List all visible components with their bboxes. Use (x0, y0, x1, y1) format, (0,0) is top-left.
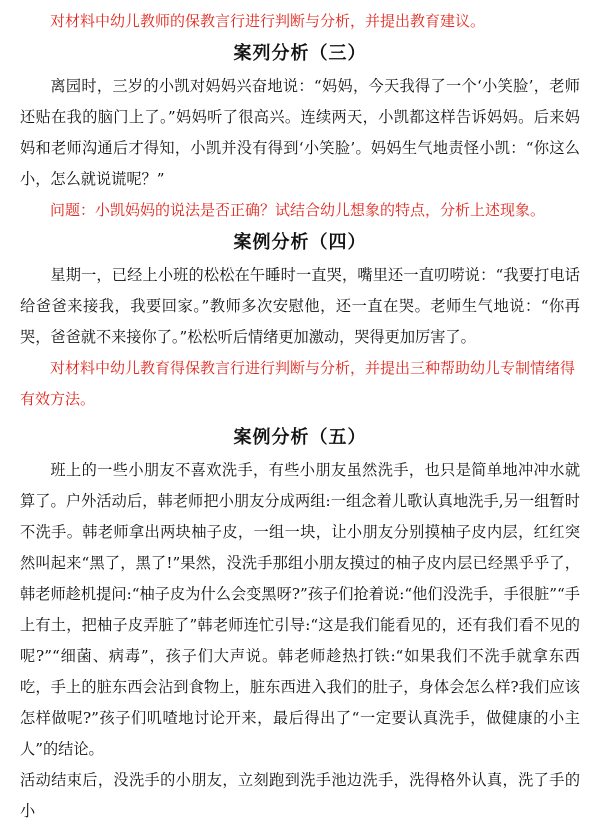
case-3-text: 离园时，三岁的小凯对妈妈兴奋地说：“妈妈，今天我得了一个‘小笑脸’，老师还贴在我的脑门上了。”妈妈听了很高兴。连续两天，小凯都这样告诉妈妈。后来妈妈和老师沟通后才得知，小凯并没有得到‘小笑脸’。妈妈生气地责怪小凯：“你这么小，怎么就说谎呢？” (20, 77, 580, 188)
case-3-title: 案列分析（三） (233, 43, 367, 64)
question-2: 问题：小凯妈妈的说法是否正确？试结合幼儿想象的特点，分析上述现象。 (50, 201, 546, 219)
case-4-text: 星期一，已经上小班的松松在午睡时一直哭，嘴里还一直叨唠说：“我要打电话给爸爸来接我，我要回家。”教师多次安慰他，还一直在哭。老师生气地说：“你再哭，爸爸就不来接你了。”松松听后情绪更加激动，哭得更加厉害了。 (20, 266, 580, 346)
task-instruction-1: 对材料中幼儿教师的保教言行进行判断与分析，并提出教育建议。 (50, 12, 486, 30)
case-5-text: 班上的一些小朋友不喜欢洗手，有些小朋友虽然洗手，也只是简单地冲冲水就算了。户外活动后，韩老师把小朋友分成两组:一组念着儿歌认真地洗手,另一组暂时不洗手。韩老师拿出两块柚子皮，一组一块，让小朋友分别摸柚子皮内层，红红突然叫起来“黑了，黑了!”果然，没洗手那组小朋友摸过的柚子皮内层已经黑乎乎了，韩老师趁机提问:“柚子皮为什么会变黑呀?”孩子们抢着说:“他们没洗手，手很脏”“手上有土，把柚子皮弄脏了”韩老师连忙引导:“这是我们能看见的，还有我们看不见的呢?”“细菌、病毒”，孩子们大声说。韩老师趁热打铁:“如果我们不洗手就拿东西吃，手上的脏东西会沾到食物上，脏东西进入我们的肚子，身体会怎么样?我们应该怎样做呢?”孩子们叽喳地讨论开来，最后得出了“一定要认真洗手，做健康的小主人”的结论。 (20, 461, 580, 758)
case-5-title: 案例分析（五） (233, 427, 367, 448)
case-5-text-continued: 活动结束后，没洗手的小朋友，立刻跑到洗手池边洗手，洗得格外认真，洗了手的小 (20, 771, 580, 820)
case-4-title: 案例分析（四） (233, 232, 367, 253)
task-instruction-3: 对材料中幼儿教育得保教言行进行判断与分析，并提出三种帮助幼儿专制情绪得有效方法。 (20, 359, 576, 408)
